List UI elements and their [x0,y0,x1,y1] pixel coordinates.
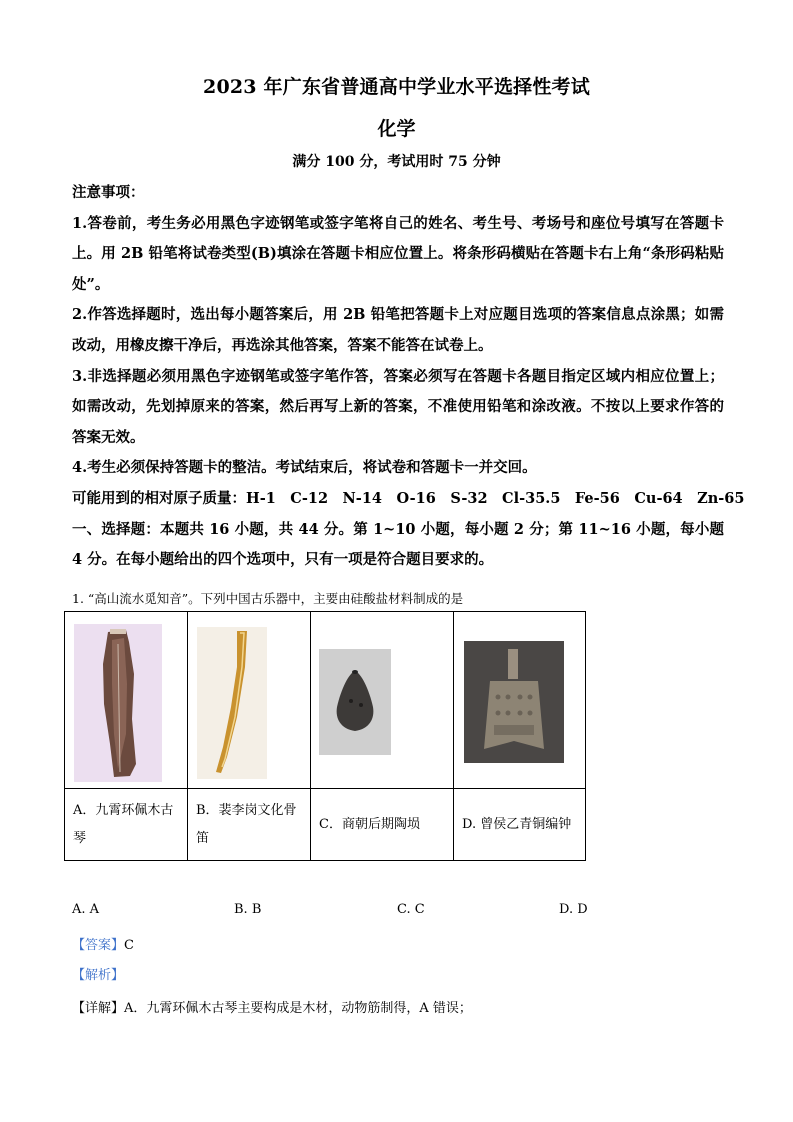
guqin-image [74,624,162,782]
question-stem: 1. “高山流水觅知音”。下列中国古乐器中，主要由硅酸盐材料制成的是 [72,591,464,606]
pottery-xun-image [319,649,391,755]
analysis-tag: 【解析】 [72,968,125,983]
option-d-image-cell [454,612,586,789]
option-b-caption: B．裴李岗文化骨笛 [188,789,311,861]
atomic-masses: 可能用到的相对原子质量：H-1 C-12 N-14 O-16 S-32 Cl-35.5 Fe-56 Cu-64 Zn-65 [72,489,745,507]
notes-heading: 注意事项： [72,184,145,201]
choice-d: D. D [559,902,588,917]
notes-item: 3.非选择题必须用黑色字迹钢笔或签字笔作答，答案必须写在答题卡各题目指定区域内相应位置上；如需改动，先划掉原来的答案，然后再写上新的答案，不准使用铅笔和涂改液。不按以上要求作答的答案无效。 [72,367,724,446]
options-table [64,611,586,861]
detail-text: A．九霄环佩木古琴主要构成是木材，动物筋制得，A 错误； [124,1001,472,1016]
bronze-bell-image [464,641,564,763]
answer-tag: 【答案】 [72,938,125,953]
notes-section [72,178,745,576]
analysis-line [72,964,124,983]
option-b-image-cell [188,612,311,789]
option-a-image-cell [65,612,188,789]
answer-value: C [124,938,134,953]
choice-c: C. C [397,902,425,917]
choice-b: B. B [234,902,262,917]
choice-a: A. A [72,902,100,917]
option-c-image-cell [311,612,454,789]
notes-item: 2.作答选择题时，选出每小题答案后，用 2B 铅笔把答题卡上对应题目选项的答案信息点涂黑；如需改动，用橡皮擦干净后，再选涂其他答案，答案不能答在试卷上。 [72,306,724,354]
option-c-caption: C．商朝后期陶埙 [311,789,454,861]
answer-line [72,934,134,953]
notes-item: 1.答卷前，考生务必用黑色字迹钢笔或签字笔将自己的姓名、考生号、考场号和座位号填写在答题卡上。用 2B 铅笔将试卷类型(B)填涂在答题卡相应位置上。将条形码横贴在答题卡右上角“条形码粘贴处”。 [72,214,724,293]
bone-flute-image [197,627,267,779]
exam-subject: 化学 [377,118,416,140]
exam-title: 2023 年广东省普通高中学业水平选择性考试 [203,76,590,98]
detail-line [72,997,472,1016]
option-a-caption: A．九霄环佩木古琴 [65,789,188,861]
section-heading: 一、选择题：本题共 16 小题，共 44 分。第 1~10 小题，每小题 2 分；第 11~16 小题，每小题 4 分。在每小题给出的四个选项中，只有一项是符合题目要求的。 [72,520,724,569]
option-d-caption: D. 曾侯乙青铜编钟 [454,789,586,861]
detail-tag: 【详解】 [72,1001,125,1016]
exam-meta: 满分 100 分，考试用时 75 分钟 [292,154,501,170]
notes-item: 4.考生必须保持答题卡的整洁。考试结束后，将试卷和答题卡一并交回。 [72,459,537,477]
